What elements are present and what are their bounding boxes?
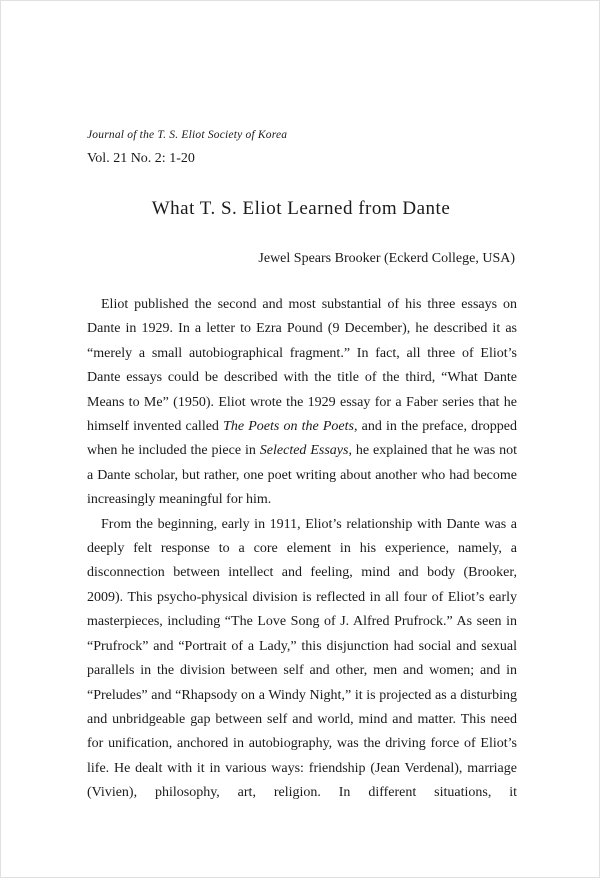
book-title-poets-on-poets: The Poets on the Poets <box>223 419 354 435</box>
book-title-selected-essays: Selected Essays <box>259 443 349 459</box>
paragraph-1 <box>87 293 517 513</box>
journal-name: Journal of the T. S. Eliot Society of Korea <box>87 129 288 141</box>
article-title: What T. S. Eliot Learned from Dante <box>151 198 451 219</box>
volume-info: Vol. 21 No. 2: 1-20 <box>87 151 195 166</box>
article-body <box>87 293 517 806</box>
paragraph-1-text-c: , he explained that he was not a Dante scholar, but rather, one poet writing about another who had become increasingly meaningful for him. <box>87 443 517 508</box>
paragraph-1-text-a: Eliot published the second and most substantial of his three essays on Dante in 1929. In a letter to Ezra Pound (9 December), he described it as “merely a small autobiographical fragment.” In fact, all three of Eliot’s Dante essays could be described with the title of the third, “What Dante Means to Me” (1950). Eliot wrote the 1929 essay for a Faber series that he himself invented called <box>87 297 517 435</box>
article-author: Jewel Spears Brooker (Eckerd College, USA) <box>258 251 515 266</box>
paragraph-1-text-b: , and in the preface, dropped when he included the piece in <box>87 419 518 459</box>
paragraph-2: From the beginning, early in 1911, Eliot’s relationship with Dante was a deeply felt response to a core element in his experience, namely, a disconnection between intellect and feeling, mind and body (Brooker, 2009). This psycho-physical division is reflected in all four of Eliot’s early masterpieces, including “The Love Song of J. Alfred Prufrock.” As seen in “Prufrock” and “Portrait of a Lady,” this disjunction had social and sexual parallels in the division between self and other, men and women; and in “Preludes” and “Rhapsody on a Windy Night,” it is projected as a disturbing and unbridgeable gap between self and world, mind and matter. This need for unification, anchored in autobiography, was the driving force of Eliot’s life. He dealt with it in various ways: friendship (Jean Verdenal), marriage (Vivien), philosophy, art, religion. In different situations, it <box>87 516 517 801</box>
